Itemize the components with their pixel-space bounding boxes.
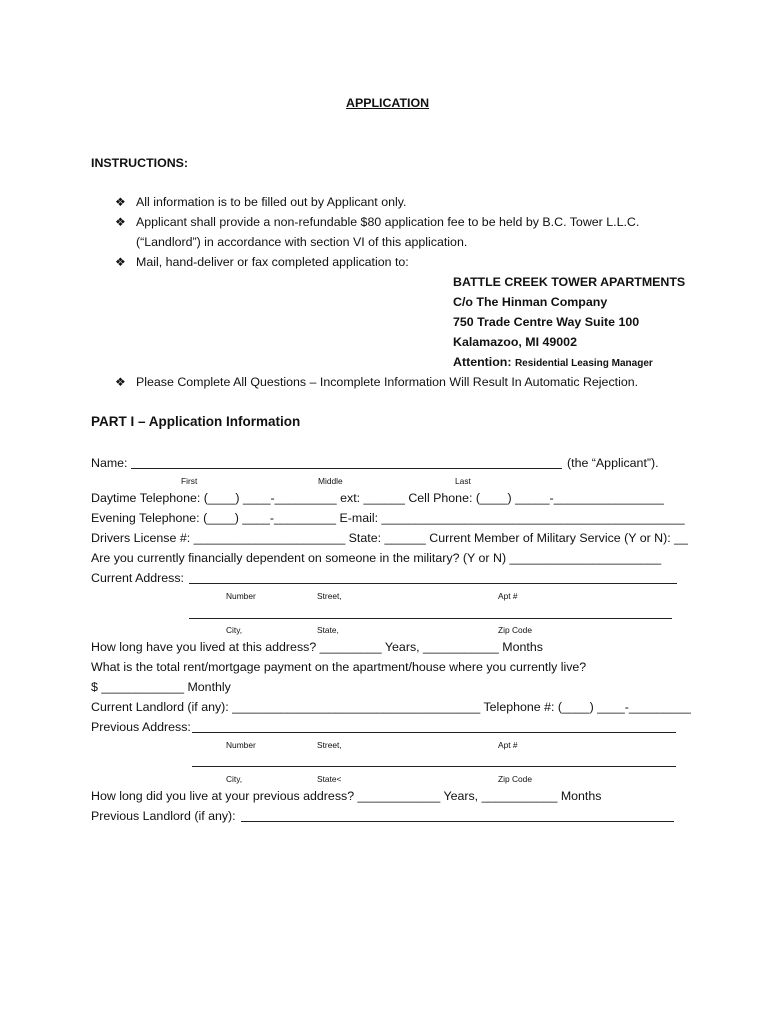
attention-value: Residential Leasing Manager [514, 358, 653, 369]
street-caption: Street, [317, 591, 342, 601]
state-caption: State, [317, 625, 339, 635]
diamond-bullet-icon: ❖ [115, 255, 126, 269]
city-caption: City, [226, 625, 243, 635]
instruction-item-2-cont: (“Landlord”) in accordance with section VI of this application. [136, 235, 468, 249]
evening-telephone-line[interactable]: Evening Telephone: (____) ____-_________ E-mail: ____________________________________________ [91, 511, 685, 525]
previous-landlord-field[interactable] [241, 821, 674, 822]
rent-question: What is the total rent/mortgage payment on the apartment/house where you currently live? [91, 660, 587, 674]
address-line-2: C/o The Hinman Company [453, 295, 608, 309]
daytime-telephone-line[interactable]: Daytime Telephone: (____) ____-_________ ext: ______ Cell Phone: (____) _____-________________ [91, 491, 664, 505]
current-landlord-line[interactable]: Current Landlord (if any): ____________________________________ Telephone #: (____) ____-_________ [91, 700, 691, 714]
military-dependent-line[interactable]: Are you currently financially dependent on someone in the military? (Y or N) ______________________ [91, 551, 662, 565]
previous-address-label: Previous Address: [91, 720, 191, 734]
prev-city-caption: City, [226, 774, 243, 784]
time-at-address-line[interactable]: How long have you lived at this address? _________ Years, ___________ Months [91, 640, 543, 654]
name-label: Name: [91, 456, 128, 470]
applicant-suffix: (the “Applicant”). [567, 456, 659, 470]
last-name-caption: Last [455, 476, 471, 486]
prev-street-caption: Street, [317, 740, 342, 750]
address-line-3: 750 Trade Centre Way Suite 100 [453, 315, 640, 329]
document-title: APPLICATION [346, 96, 430, 110]
address-line-1: BATTLE CREEK TOWER APARTMENTS [453, 275, 686, 289]
instruction-item-3: Mail, hand-deliver or fax completed application to: [136, 255, 409, 269]
address-line-4: Kalamazoo, MI 49002 [453, 335, 577, 349]
prev-apt-caption: Apt # [498, 740, 518, 750]
previous-address-field-1[interactable] [192, 732, 676, 733]
name-field[interactable] [131, 468, 562, 469]
number-caption: Number [226, 591, 256, 601]
apt-caption: Apt # [498, 591, 518, 601]
prev-zip-caption: Zip Code [498, 774, 532, 784]
current-address-field-2[interactable] [189, 618, 672, 619]
previous-landlord-label: Previous Landlord (if any): [91, 809, 236, 823]
middle-name-caption: Middle [318, 476, 343, 486]
time-at-previous-address-line[interactable]: How long did you live at your previous address? ____________ Years, ___________ Months [91, 789, 602, 803]
drivers-license-line[interactable]: Drivers License #: ______________________ State: ______ Current Member of Military Service (Y or N): __ [91, 531, 688, 545]
instruction-item-1: All information is to be filled out by Applicant only. [136, 195, 407, 209]
monthly-rent-line[interactable]: $ ____________ Monthly [91, 680, 231, 694]
diamond-bullet-icon: ❖ [115, 215, 126, 229]
diamond-bullet-icon: ❖ [115, 195, 126, 209]
attention-line [453, 354, 653, 372]
prev-state-caption: State< [317, 774, 342, 784]
attention-label: Attention: [453, 355, 512, 369]
diamond-bullet-icon: ❖ [115, 375, 126, 389]
current-address-field-1[interactable] [189, 583, 677, 584]
instruction-item-2: Applicant shall provide a non-refundable $80 application fee to be held by B.C. Tower L.L.C. [136, 215, 640, 229]
instructions-heading: INSTRUCTIONS: [91, 156, 189, 170]
first-name-caption: First [181, 476, 198, 486]
zip-caption: Zip Code [498, 625, 532, 635]
part1-heading: PART I – Application Information [91, 414, 301, 429]
prev-number-caption: Number [226, 740, 256, 750]
previous-address-field-2[interactable] [192, 766, 676, 767]
instruction-item-4: Please Complete All Questions – Incomplete Information Will Result In Automatic Rejection. [136, 375, 639, 389]
current-address-label: Current Address: [91, 571, 184, 585]
